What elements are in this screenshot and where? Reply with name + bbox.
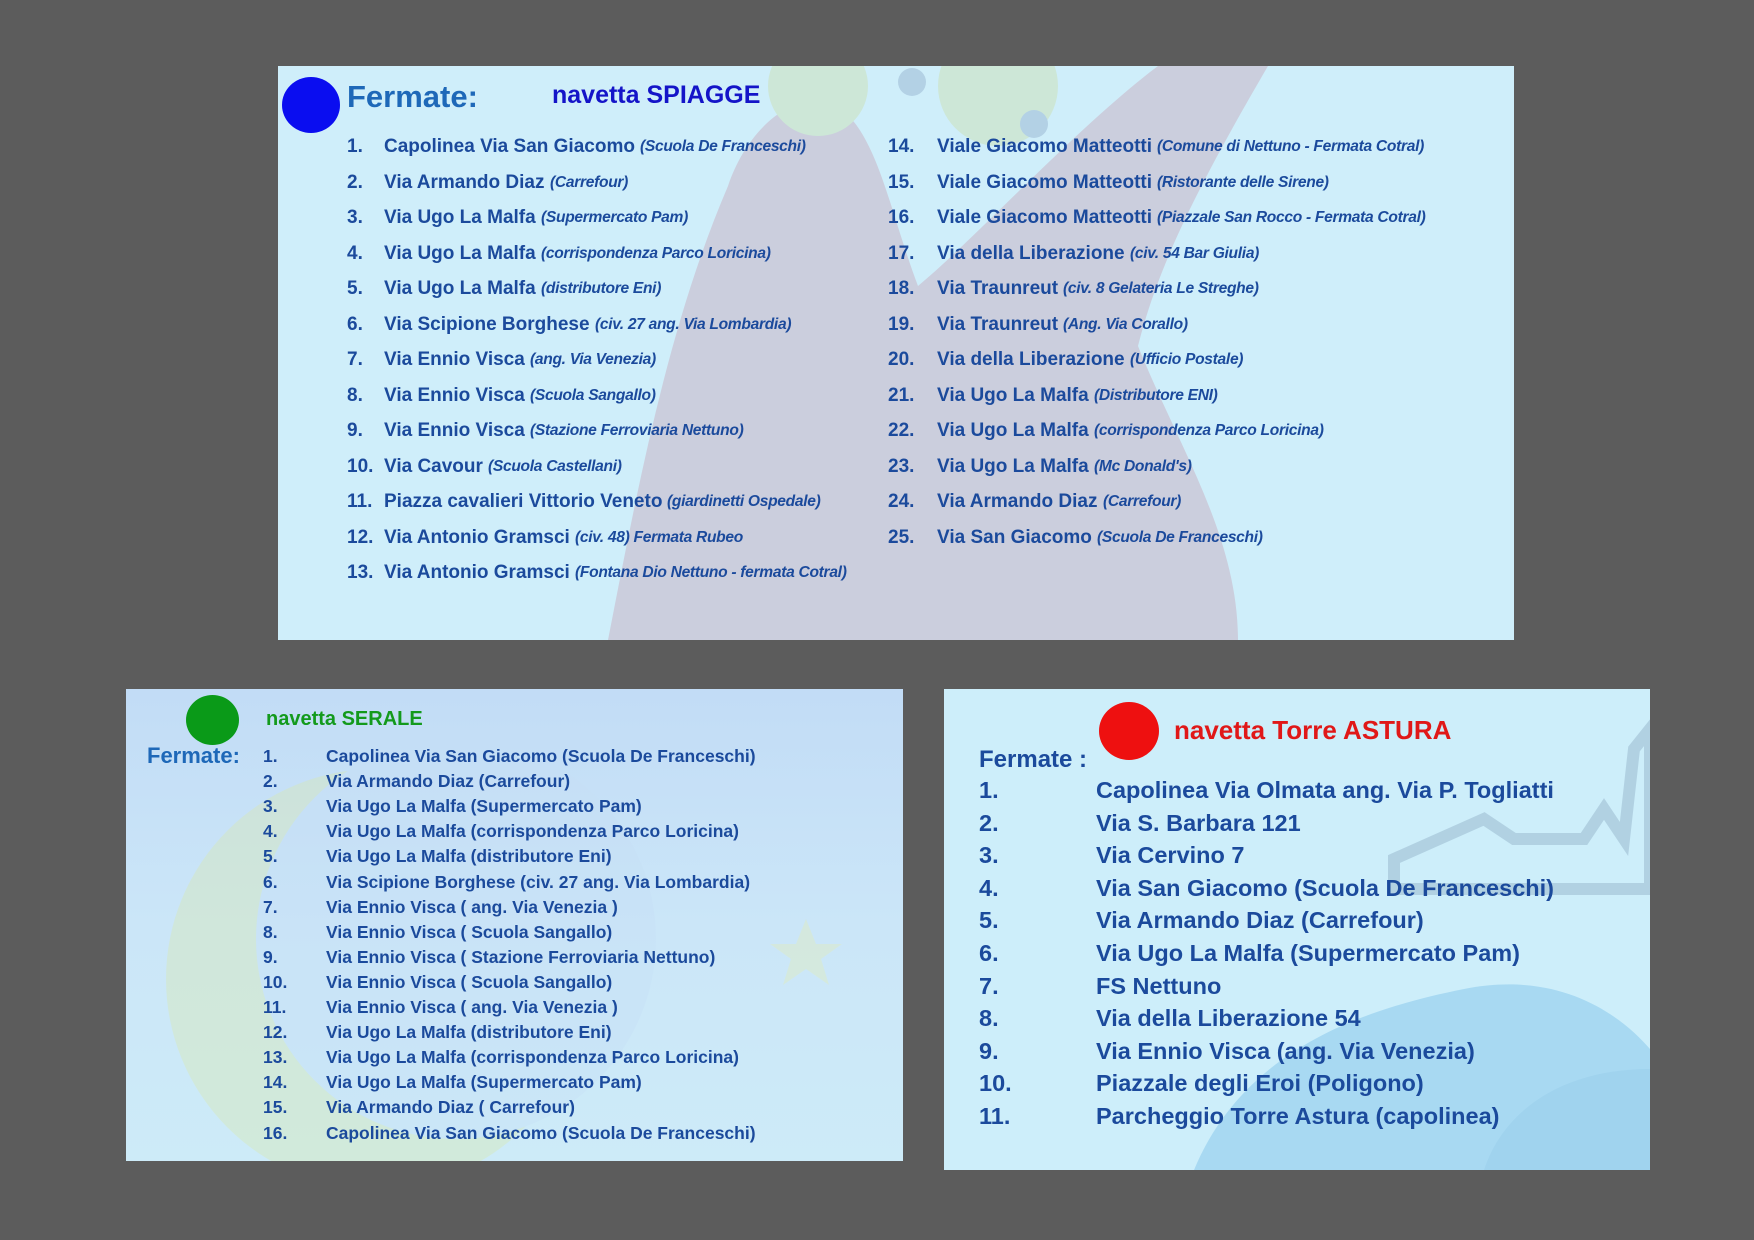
list-item (263, 746, 893, 771)
stop-number: 17. (888, 242, 915, 264)
stop-number: 2. (979, 809, 999, 836)
stop-number: 21. (888, 384, 915, 406)
astura-title: Fermate : (979, 746, 1088, 773)
list-item (888, 243, 1508, 279)
stop-name: Via Ugo La Malfa (Supermercato Pam) (326, 796, 642, 817)
panel-navetta-spiagge (278, 66, 1514, 640)
stop-number: 9. (347, 420, 363, 441)
list-item (347, 278, 827, 314)
spiagge-title: Fermate: (347, 79, 478, 114)
stop-number: 7. (263, 896, 278, 917)
blue-dot-icon (282, 77, 340, 133)
stop-number: 8. (263, 921, 278, 942)
stop-number: 11. (347, 491, 373, 512)
stop-note: (Carrefour) (1103, 493, 1182, 510)
stop-number: 9. (979, 1037, 999, 1064)
list-item (347, 385, 827, 421)
stop-name: Via Armando Diaz (937, 491, 1098, 512)
stop-number: 10. (347, 455, 374, 477)
stop-number: 22. (888, 420, 915, 441)
stop-name: Via Ennio Visca (ang. Via Venezia) (1096, 1037, 1475, 1064)
stop-number: 5. (263, 846, 278, 867)
stop-name: Via Ugo La Malfa (Supermercato Pam) (1096, 940, 1520, 966)
stop-number: 16. (888, 207, 915, 228)
stop-number: 7. (347, 349, 363, 370)
stop-note: (Mc Donald's) (1094, 457, 1192, 475)
stop-name: Via Ugo La Malfa (937, 420, 1089, 441)
list-item (263, 771, 893, 796)
stop-number: 14. (263, 1072, 288, 1093)
list-item (888, 385, 1508, 421)
list-item (888, 349, 1508, 385)
stop-name: Capolinea Via San Giacomo (Scuola De Franceschi) (326, 1122, 756, 1143)
list-item (888, 278, 1508, 314)
red-dot-icon (1099, 702, 1159, 760)
stop-number: 19. (888, 313, 915, 335)
list-item (347, 527, 827, 563)
stop-note: (Comune di Nettuno - Fermata Cotral) (1157, 138, 1425, 155)
list-item (347, 456, 827, 492)
stop-name: Via Ugo La Malfa (937, 384, 1089, 406)
stop-name: Via Scipione Borghese (civ. 27 ang. Via Lombardia) (326, 871, 751, 892)
list-item (979, 907, 1639, 940)
stop-note: (Distributore ENI) (1094, 386, 1218, 404)
stop-note: (corrispondenza Parco Loricina) (541, 244, 771, 262)
stop-number: 15. (263, 1097, 288, 1118)
stop-name: Capolinea Via San Giacomo (Scuola De Franceschi) (326, 746, 756, 766)
stop-note: (Ang. Via Corallo) (1063, 315, 1188, 333)
stop-number: 4. (263, 821, 278, 842)
stop-number: 2. (347, 171, 363, 193)
list-item (888, 420, 1508, 456)
panel-navetta-serale (126, 689, 903, 1161)
list-item (979, 1038, 1639, 1071)
stop-name: Via Ennio Visca ( ang. Via Venezia ) (326, 896, 618, 917)
stop-number: 3. (263, 796, 278, 817)
stop-note: (civ. 54 Bar Giulia) (1130, 244, 1260, 262)
stop-number: 18. (888, 278, 915, 299)
stop-number: 8. (347, 384, 363, 406)
list-item (263, 821, 893, 846)
stop-number: 9. (263, 946, 278, 967)
stop-name: Via Armando Diaz ( Carrefour) (326, 1097, 575, 1118)
stop-number: 1. (347, 136, 363, 157)
astura-navetta-label: navetta Torre ASTURA (1174, 715, 1452, 745)
list-item (979, 842, 1639, 875)
stop-name: FS Nettuno (1096, 972, 1222, 999)
stop-number: 10. (263, 971, 288, 992)
list-item (347, 172, 827, 208)
stop-name: Via Ugo La Malfa (384, 242, 536, 264)
stop-note: (giardinetti Ospedale) (667, 493, 821, 510)
stop-number: 23. (888, 455, 915, 477)
stop-note: (Scuola De Franceschi) (640, 138, 806, 155)
stop-name: Capolinea Via San Giacomo (384, 136, 635, 157)
stop-note: (civ. 27 ang. Via Lombardia) (595, 315, 792, 333)
list-item (979, 875, 1639, 908)
stop-number: 12. (263, 1022, 288, 1043)
stop-name: Via Cervino 7 (1096, 842, 1245, 869)
stop-number: 2. (263, 771, 278, 792)
stop-name: Via San Giacomo (937, 526, 1092, 548)
stop-number: 20. (888, 349, 915, 370)
stop-name: Via San Giacomo (Scuola De Franceschi) (1096, 874, 1554, 901)
list-item (888, 314, 1508, 350)
stop-number: 5. (347, 278, 363, 299)
list-item (263, 1072, 893, 1097)
stop-number: 14. (888, 136, 915, 157)
stop-number: 6. (979, 940, 999, 966)
stop-note: (civ. 8 Gelateria Le Streghe) (1063, 280, 1259, 297)
stop-name: Via Ugo La Malfa (Supermercato Pam) (326, 1072, 642, 1093)
list-item (347, 136, 827, 172)
stop-name: Via della Liberazione 54 (1096, 1005, 1361, 1032)
serale-navetta-label: navetta SERALE (266, 708, 423, 730)
list-item (263, 997, 893, 1022)
stop-name: Via Ugo La Malfa (384, 278, 536, 299)
stop-note: (Piazzale San Rocco - Fermata Cotral) (1157, 209, 1426, 226)
stop-name: Via Ugo La Malfa (corrispondenza Parco Loricina) (326, 821, 739, 842)
serale-title: Fermate: (147, 743, 240, 768)
stop-number: 13. (347, 562, 374, 583)
list-item (347, 420, 827, 456)
stop-name: Viale Giacomo Matteotti (937, 207, 1153, 228)
stop-number: 10. (979, 1070, 1012, 1097)
stop-number: 8. (979, 1005, 999, 1032)
list-item (347, 562, 847, 598)
stop-name: Via Ennio Visca ( Stazione Ferroviaria Nettuno) (326, 946, 716, 967)
stop-number: 3. (979, 842, 999, 869)
list-item (263, 872, 893, 897)
list-item (347, 243, 827, 279)
list-item (979, 973, 1639, 1006)
stop-note: (Stazione Ferroviaria Nettuno) (530, 422, 744, 439)
list-item (347, 491, 827, 527)
stop-number: 7. (979, 972, 999, 999)
stop-number: 6. (347, 313, 363, 335)
stop-name: Via Armando Diaz (Carrefour) (326, 771, 571, 792)
green-dot-icon (186, 695, 239, 745)
stop-name: Via Scipione Borghese (384, 313, 590, 335)
list-item (888, 527, 1508, 563)
stop-note: (Ristorante delle Sirene) (1157, 173, 1329, 191)
list-item (347, 349, 827, 385)
stop-name: Via Ennio Visca ( Scuola Sangallo) (326, 921, 613, 942)
stop-name: Via Ennio Visca ( ang. Via Venezia ) (326, 997, 618, 1017)
stop-name: Piazza cavalieri Vittorio Veneto (384, 491, 663, 512)
stop-name: Via Ennio Visca (384, 420, 525, 441)
list-item (979, 1005, 1639, 1038)
stop-name: Viale Giacomo Matteotti (937, 171, 1153, 193)
stop-note: (Ufficio Postale) (1130, 351, 1244, 368)
list-item (263, 1022, 893, 1047)
stop-number: 12. (347, 526, 374, 548)
list-item (347, 314, 827, 350)
stop-note: (Scuola Castellani) (488, 457, 622, 475)
list-item (888, 491, 1508, 527)
list-item (979, 777, 1639, 810)
stop-name: Via Antonio Gramsci (384, 526, 570, 548)
stop-number: 4. (979, 874, 999, 901)
stop-name: Via Ennio Visca ( Scuola Sangallo) (326, 971, 613, 992)
list-item (888, 172, 1508, 208)
stop-name: Via Ennio Visca (384, 349, 525, 370)
stop-note: (distributore Eni) (541, 280, 662, 297)
list-item (979, 940, 1639, 973)
stop-number: 4. (347, 242, 363, 264)
stop-note: (ang. Via Venezia) (530, 351, 656, 368)
stop-name: Via Ugo La Malfa (corrispondenza Parco Loricina) (326, 1047, 739, 1068)
stop-note: (civ. 48) Fermata Rubeo (575, 528, 743, 546)
list-item (263, 796, 893, 821)
stop-name: Via Antonio Gramsci (384, 562, 570, 583)
stop-note: (Scuola De Franceschi) (1097, 528, 1263, 546)
stop-name: Via S. Barbara 121 (1096, 809, 1301, 836)
stop-name: Via Traunreut (937, 313, 1059, 335)
list-item (263, 846, 893, 871)
list-item (263, 947, 893, 972)
stop-name: Viale Giacomo Matteotti (937, 136, 1153, 157)
stop-name: Via Ugo La Malfa (distributore Eni) (326, 1022, 612, 1043)
stop-note: (corrispondenza Parco Loricina) (1094, 422, 1324, 439)
stop-name: Via Armando Diaz (Carrefour) (1096, 907, 1424, 934)
stop-number: 24. (888, 491, 915, 512)
stop-number: 5. (979, 907, 999, 934)
stop-number: 1. (979, 777, 999, 803)
panel-navetta-torre-astura (944, 689, 1650, 1170)
list-item (263, 1123, 893, 1148)
stop-name: Capolinea Via Olmata ang. Via P. Togliatti (1096, 777, 1554, 803)
list-item (979, 1103, 1639, 1136)
list-item (263, 922, 893, 947)
stop-number: 3. (347, 207, 363, 228)
stop-number: 1. (263, 746, 278, 766)
stop-note: (Carrefour) (550, 173, 629, 191)
stop-number: 11. (263, 997, 287, 1017)
list-item (347, 207, 827, 243)
stop-name: Via Ennio Visca (384, 384, 525, 406)
list-item (979, 810, 1639, 843)
list-item (888, 207, 1508, 243)
stop-name: Piazzale degli Eroi (Poligono) (1096, 1070, 1424, 1097)
list-item (263, 1097, 893, 1122)
stop-name: Via Ugo La Malfa (384, 207, 536, 228)
stop-name: Parcheggio Torre Astura (capolinea) (1096, 1103, 1500, 1129)
list-item (979, 1070, 1639, 1103)
stop-name: Via Traunreut (937, 278, 1059, 299)
list-item (888, 456, 1508, 492)
spiagge-navetta-label: navetta SPIAGGE (552, 81, 761, 109)
stop-number: 25. (888, 526, 915, 548)
list-item (263, 897, 893, 922)
list-item (263, 972, 893, 997)
list-item (888, 136, 1508, 172)
list-item (263, 1047, 893, 1072)
stop-number: 6. (263, 871, 278, 892)
stop-number: 16. (263, 1122, 288, 1143)
stop-note: (Scuola Sangallo) (530, 386, 656, 404)
stop-number: 13. (263, 1047, 288, 1068)
stop-name: Via della Liberazione (937, 242, 1125, 264)
stop-name: Via Cavour (384, 455, 483, 477)
stop-name: Via Armando Diaz (384, 171, 545, 193)
stop-name: Via Ugo La Malfa (distributore Eni) (326, 846, 612, 867)
stop-note: (Supermercato Pam) (541, 209, 688, 226)
stop-name: Via Ugo La Malfa (937, 455, 1089, 477)
stop-number: 11. (979, 1103, 1011, 1129)
stop-name: Via della Liberazione (937, 349, 1125, 370)
stop-number: 15. (888, 171, 915, 193)
stop-note: (Fontana Dio Nettuno - fermata Cotral) (575, 564, 847, 581)
